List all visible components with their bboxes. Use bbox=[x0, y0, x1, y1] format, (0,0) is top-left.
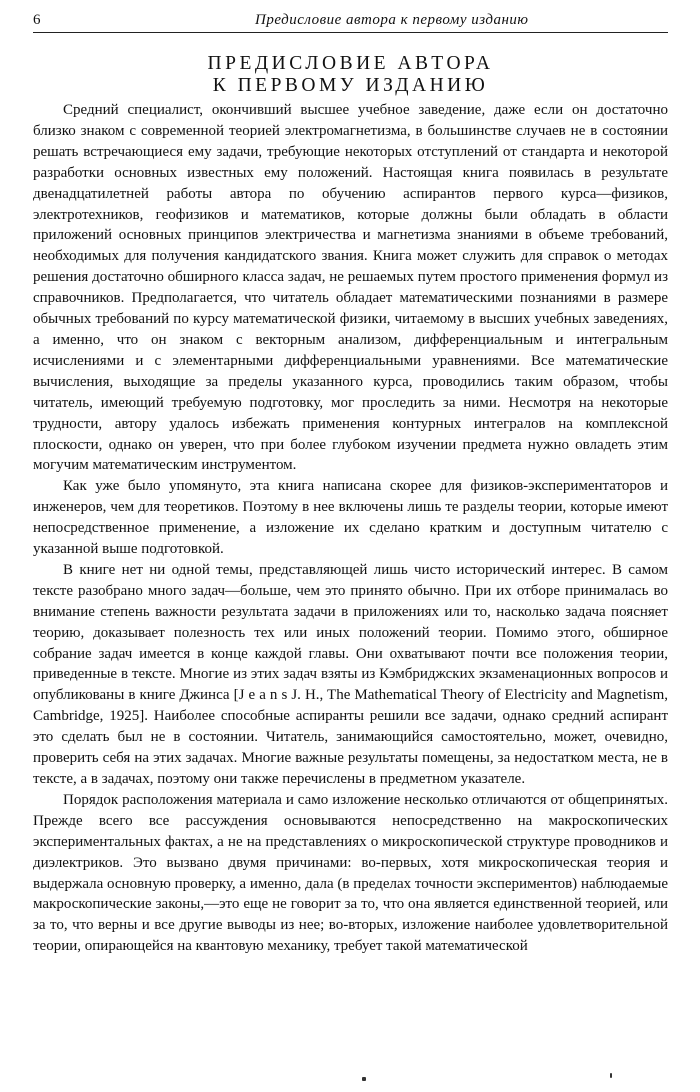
paragraph: В книге нет ни одной темы, представляющей лишь чисто исторический интерес. В самом тексте разобрано много задач—больше, чем это принято обычно. При их отборе принималась во внимание степень важности результата задачи в приложениях или то, насколько задача поясняет теорию, доказывает полезность тех или иных положений теории. Помимо этого, обширное собрание задач имеется в конце каждой главы. Они охватывают почти все положения теории, приведенные в тексте. Многие из этих задач взяты из Кэмбриджских экзаменационных вопросов и опубликованы в книге Джинса [J e a n s J. H., The Mathematical Theory of Electricity and Magnetism, Cambridge, 1925]. Наиболее способные аспиранты решили все задачи, однако средний аспирант это сделать был не в состоянии. Читатель, занимающийся самостоятельно, может, очевидно, проверить себя на этих задачах. Многие важные результаты помещены, за недостатком места, не в тексте, а в задачах, поэтому они также перечислены в предметном указателе. bbox=[33, 561, 668, 787]
scan-speck bbox=[362, 1077, 366, 1081]
page-title bbox=[33, 53, 668, 97]
page-number: 6 bbox=[33, 12, 41, 28]
title-line-1: ПРЕДИСЛОВИЕ АВТОРА bbox=[207, 53, 494, 74]
paragraph: Средний специалист, окончивший высшее учебное заведение, даже если он достаточно близко знаком с современной теорией электромагнетизма, в большинстве случаев не в состоянии решать встречающиеся ему задачи, требующие некоторых отступлений от стандарта и некоторой разработки основных известных ему положений. Настоящая книга появилась в результате двенадцатилетней работы автора по обучению аспирантов первого курса—физиков, электротехников, геофизиков и математиков, которые должны были обладать в области приложений основных принципов электричества и магнетизма знаниями в объеме требований, необходимых для получения кандидатского звания. Книга может служить для справок о методах решения достаточно обширного класса задач, не решаемых путем простого применения формул из справочников. Предполагается, что читатель обладает математическими познаниями в размере обычных требований по курсу математической физики, читаемому в высших учебных заведениях, а именно, что он знаком с векторным анализом, дифференциальным и интегральным исчислениями и с элементарными дифференциальными уравнениями. Все математические вычисления, выходящие за пределы указанного курса, проводились таким образом, чтобы читатель, имеющий требуемую подготовку, мог проследить за ними. Несмотря на некоторые трудности, автору удалось избежать применения контурных интегралов на комплексной плоскости, однако он уверен, что при более глубоком изучении предмета нужно овладеть этим могучим математическим инструментом. bbox=[33, 102, 668, 474]
header-rule bbox=[33, 32, 668, 33]
running-head bbox=[33, 12, 668, 30]
body-text bbox=[33, 100, 668, 957]
paragraph: Как уже было упомянуто, эта книга написана скорее для физиков-экспериментаторов и инженеров, чем для теоретиков. Поэтому в нее включены лишь те разделы теории, которые имеют непосредственное применение, а изложение их сделано кратким и доступным читателю с указанной выше подготовкой. bbox=[33, 478, 668, 558]
paragraph: Порядок расположения материала и само изложение несколько отличаются от общепринятых. Прежде всего все рассуждения основываются непосредственно на макроскопических экспериментальных фактах, а не на представлениях о микроскопической структуре проводников и диэлектриков. Это вызвано двумя причинами: во-первых, хотя микроскопическая теория и выдержала основную проверку, а именно, дала (в пределах точности экспериментов) наблюдаемые макроскопические законы,—это еще не говорит за то, что она является единственной теорией, или за то, что верны и все другие выводы из нее; во-вторых, изложение наиболее удовлетворительной теории, опирающейся на квантовую механику, требует такой математической bbox=[33, 791, 668, 955]
title-line-2: К ПЕРВОМУ ИЗДАНИЮ bbox=[212, 75, 489, 96]
scan-speck bbox=[610, 1073, 612, 1078]
running-head-title: Предисловие автора к первому изданию bbox=[255, 12, 529, 28]
